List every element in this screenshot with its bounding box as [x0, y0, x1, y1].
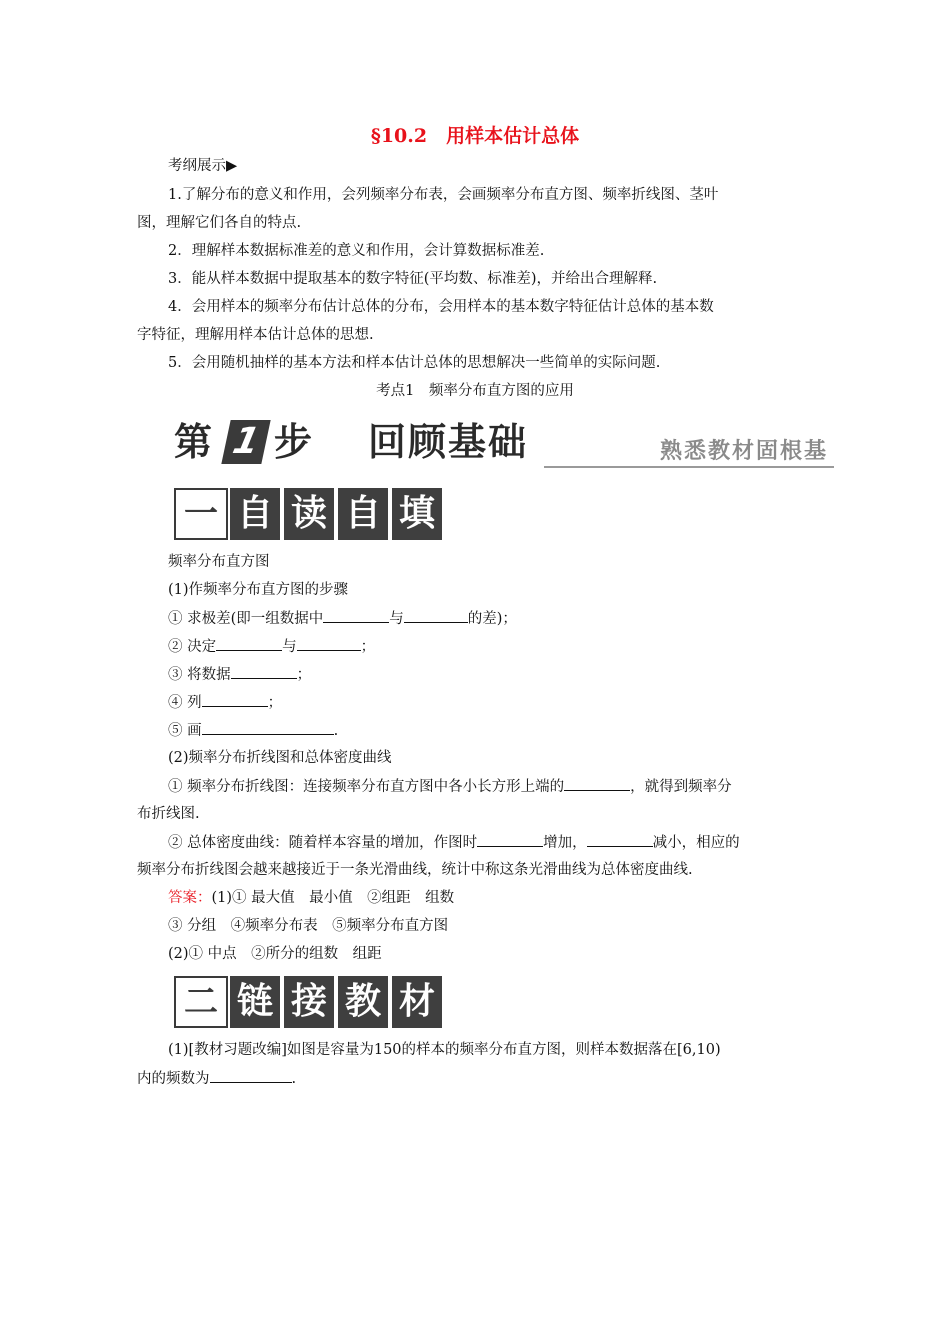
- fill-blank[interactable]: [297, 636, 361, 651]
- section-number: 一: [174, 488, 228, 540]
- banner-di: 第: [174, 420, 215, 464]
- section-char: 材: [392, 976, 442, 1028]
- section-char: 读: [284, 488, 334, 540]
- syllabus-line-1-cont: 图，理解它们各自的特点.: [137, 215, 302, 231]
- banner-rule: [544, 466, 834, 468]
- answer-label: 答案：: [168, 890, 212, 906]
- paragraph-curves: (2)频率分布折线图和总体密度曲线: [168, 750, 392, 766]
- paragraph-steps: (1)作频率分布直方图的步骤: [168, 582, 349, 598]
- syllabus-line-3: 3．能从样本数据中提取基本的数字特征(平均数、标准差)，并给出合理解释.: [168, 271, 658, 287]
- section-char: 自: [338, 488, 388, 540]
- step-banner: [174, 418, 834, 470]
- fill-blank[interactable]: [202, 692, 268, 707]
- banner-subtitle: 熟悉教材固根基: [659, 439, 828, 464]
- step-3: ③ 将数据 ；: [168, 664, 311, 685]
- section-char: 链: [230, 976, 280, 1028]
- item-polygon: ① 频率分布折线图：连接频率分布直方图中各小长方形上端的 ，就得到频率分: [168, 776, 732, 797]
- banner-step-number: 1: [221, 420, 270, 464]
- banner-main-title: 回顾基础: [368, 420, 529, 464]
- step-5: ⑤ 画 .: [168, 720, 338, 741]
- item-density: ② 总体密度曲线：随着样本容量的增加，作图时 增加， 减小，相应的: [168, 832, 740, 853]
- syllabus-line-4-cont: 字特征，理解用样本估计总体的思想.: [137, 327, 374, 343]
- syllabus-line-1: 1.了解分布的意义和作用，会列频率分布表，会画频率分布直方图、频率折线图、茎叶: [168, 187, 719, 203]
- exercise-line-1: (1)[教材习题改编]如图是容量为150的样本的频率分布直方图，则样本数据落在[6,10): [168, 1042, 721, 1058]
- fill-blank[interactable]: [477, 832, 543, 847]
- banner-bu: 步: [274, 420, 315, 464]
- fill-blank[interactable]: [231, 664, 297, 679]
- subheading: 频率分布直方图: [168, 554, 270, 570]
- syllabus-line-4: 4．会用样本的频率分布估计总体的分布，会用样本的基本数字特征估计总体的基本数: [168, 299, 714, 315]
- item-polygon-cont: 布折线图.: [137, 806, 200, 822]
- fill-blank[interactable]: [202, 720, 334, 735]
- fill-blank[interactable]: [564, 776, 630, 791]
- section-number: 二: [174, 976, 228, 1028]
- section-char: 填: [392, 488, 442, 540]
- section-char: 自: [230, 488, 280, 540]
- fill-blank[interactable]: [216, 636, 282, 651]
- fill-blank[interactable]: [587, 832, 653, 847]
- answer-line-1: 答案：(1)① 最大值 最小值 ②组距 组数: [168, 890, 455, 906]
- syllabus-line-5: 5．会用随机抽样的基本方法和样本估计总体的思想解决一些简单的实际问题.: [168, 355, 661, 371]
- step-1: ① 求极差(即一组数据中 与 的差)；: [168, 608, 517, 629]
- step-2: ② 决定 与 ；: [168, 636, 375, 657]
- section-char: 教: [338, 976, 388, 1028]
- item-density-cont: 频率分布折线图会越来越接近于一条光滑曲线，统计中称这条光滑曲线为总体密度曲线.: [137, 862, 693, 878]
- exercise-line-2: 内的频数为 .: [137, 1068, 296, 1089]
- syllabus-line-2: 2．理解样本数据标准差的意义和作用，会计算数据标准差.: [168, 243, 545, 259]
- section-char: 接: [284, 976, 334, 1028]
- fill-blank[interactable]: [404, 608, 468, 623]
- page-title: §10.2 用样本估计总体: [370, 125, 580, 147]
- answer-line-2: ③ 分组 ④频率分布表 ⑤频率分布直方图: [168, 918, 449, 934]
- answer-line-3: (2)① 中点 ②所分的组数 组距: [168, 946, 382, 962]
- fill-blank[interactable]: [323, 608, 389, 623]
- fill-blank[interactable]: [210, 1068, 292, 1083]
- step-4: ④ 列 ；: [168, 692, 282, 713]
- exam-outline-label: 考纲展示▶: [168, 158, 238, 174]
- kaodian-heading: 考点1 频率分布直方图的应用: [376, 383, 574, 399]
